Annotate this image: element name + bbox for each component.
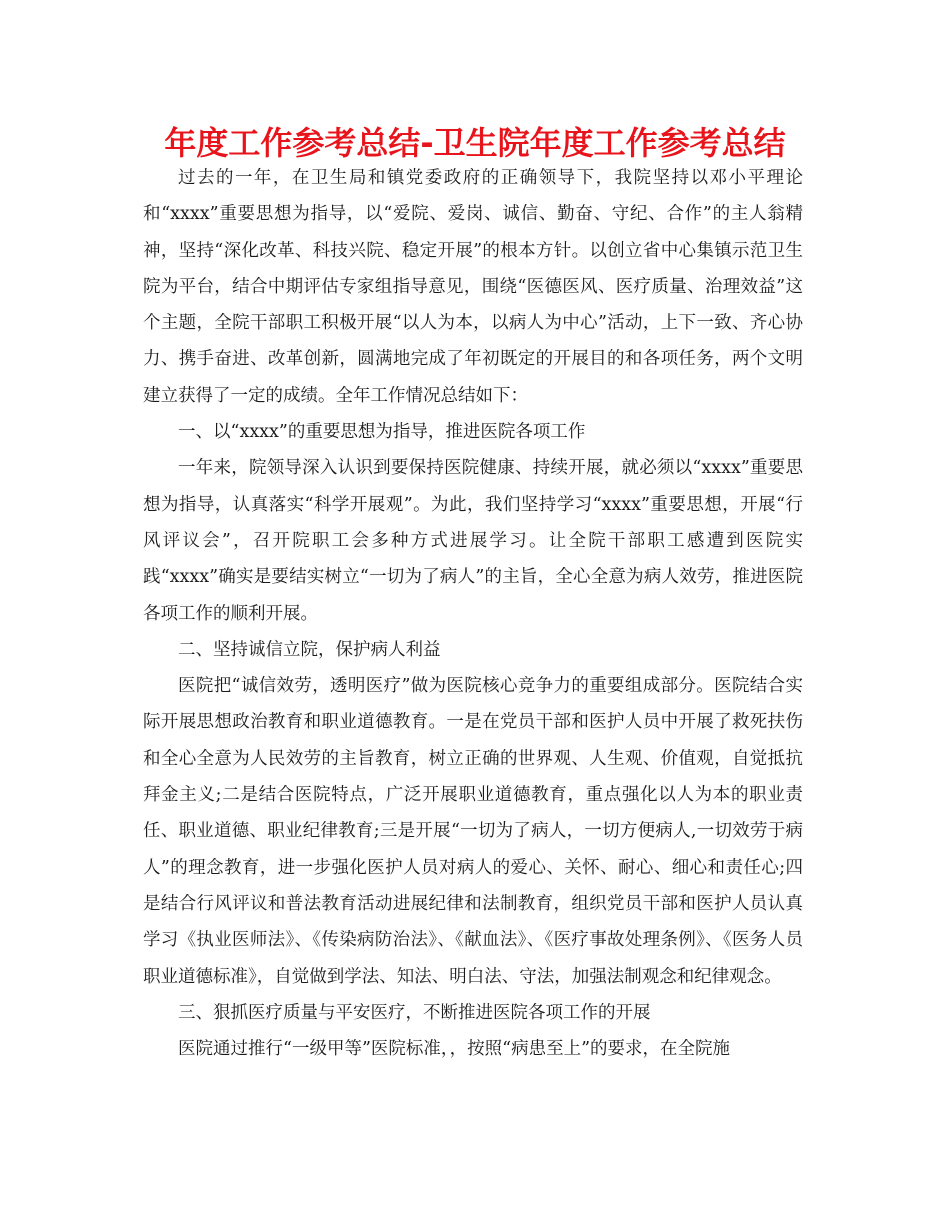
paragraph-section-1: 一年来，院领导深入认识到要保持医院健康、持续开展，就必须以“xxxx”重要思想为指导，认真落实“科学开展观”。为此，我们坚持学习“xxxx”重要思想，开展“行风评议会”，召开院职工会多种方式进展学习。让全院干部职工感遭到医院实践“xxxx”确实是要结实树立“一切为了病人”的主旨，全心全意为病人效劳，推进医院各项工作的顺利开展。 xyxy=(143,458,803,624)
paragraph-section-2: 医院把“诚信效劳，透明医疗”做为医院核心竞争力的重要组成部分。医院结合实际开展思想政治教育和职业道德教育。一是在党员干部和医护人员中开展了救死扶伤和全心全意为人民效劳的主旨教育，树立正确的世界观、人生观、价值观，自觉抵抗拜金主义;二是结合医院特点，广泛开展职业道德教育，重点强化以人为本的职业责任、职业道德、职业纪律教育;三是开展“一切为了病人，一切方便病人,一切效劳于病人”的理念教育，进一步强化医护人员对病人的爱心、关怀、耐心、细心和责任心;四是结合行风评议和普法教育活动进展纪律和法制教育，组织党员干部和医护人员认真学习《执业医师法》、《传染病防治法》、《献血法》、《医疗事故处理条例》、《医务人员职业道德标准》，自觉做到学法、知法、明白法、守法，加强法制观念和纪律观念。 xyxy=(143,676,803,987)
document-title: 年度工作参考总结-卫生院年度工作参考总结 xyxy=(164,124,786,162)
paragraph-intro: 过去的一年，在卫生局和镇党委政府的正确领导下，我院坚持以邓小平理论和“xxxx”重要思想为指导，以“爱院、爱岗、诚信、勤奋、守纪、合作”的主人翁精神，坚持“深化改革、科技兴院、稳定开展”的根本方针。以创立省中心集镇示范卫生院为平台，结合中期评估专家组指导意见，围绕“医德医风、医疗质量、治理效益”这个主题，全院干部职工积极开展“以人为本，以病人为中心”活动，上下一致、齐心协力、携手奋进、改革创新，圆满地完成了年初既定的开展目的和各项任务，两个文明建立获得了一定的成绩。全年工作情况总结如下： xyxy=(143,168,803,406)
document-body xyxy=(143,160,803,1067)
section-heading-2: 二、坚持诚信立院，保护病人利益 xyxy=(178,639,441,660)
section-heading-1: 一、以“xxxx”的重要思想为指导，推进医院各项工作 xyxy=(178,422,586,443)
section-heading-3: 三、狠抓医疗质量与平安医疗，不断推进医院各项工作的开展 xyxy=(178,1002,651,1023)
paragraph-section-3: 医院通过推行“一级甲等”医院标准，，按照“病患至上”的要求，在全院施 xyxy=(178,1039,731,1060)
